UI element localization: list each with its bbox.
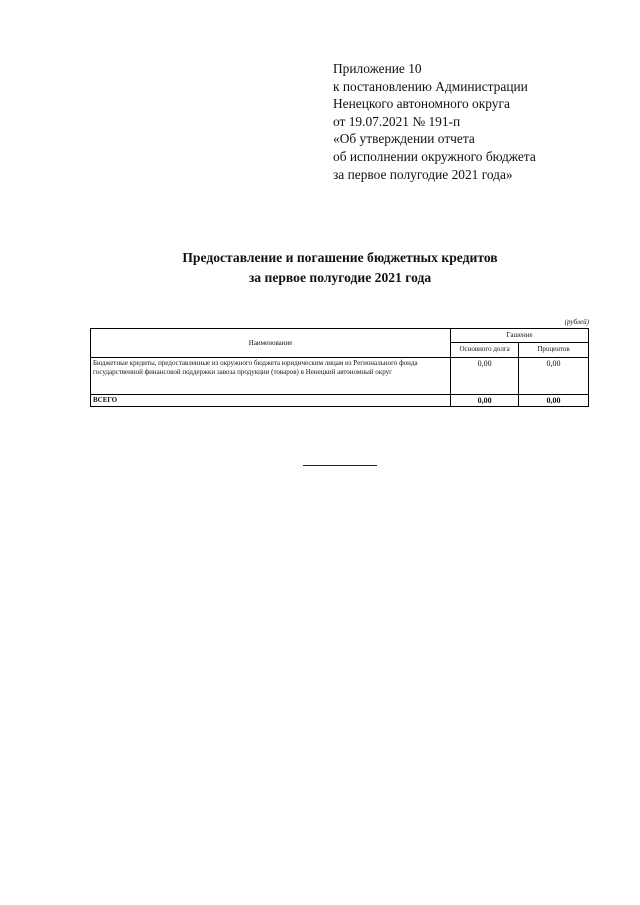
appendix-line: Приложение 10	[333, 61, 422, 76]
document-title	[80, 248, 600, 288]
total-principal: 0,00	[451, 395, 519, 407]
table-row	[91, 358, 589, 395]
title-line-1: Предоставление и погашение бюджетных кредитов	[182, 250, 498, 265]
appendix-line: от 19.07.2021 № 191-п	[333, 113, 461, 129]
separator-line	[303, 465, 377, 466]
appendix-block	[333, 60, 623, 183]
total-interest: 0,00	[519, 395, 589, 407]
appendix-line: к постановлению Администрации	[333, 78, 528, 94]
row-name: Бюджетные кредиты, предоставленные из окружного бюджета юридическим лицам из Регионального фонда государственной финансовой поддержки завоза продукции (товаров) в Ненецкий автономный округ	[91, 358, 451, 395]
title-line-2: за первое полугодие 2021 года	[248, 270, 432, 285]
units-label: (рублей)	[564, 318, 589, 326]
credits-table	[90, 328, 589, 407]
appendix-line: «Об утверждении отчета	[333, 131, 475, 147]
header-repayment: Гашение	[451, 329, 589, 343]
table-header-row	[91, 329, 589, 343]
total-label: ВСЕГО	[91, 395, 451, 407]
row-interest: 0,00	[519, 358, 589, 395]
appendix-line: об исполнении окружного бюджета	[333, 148, 536, 164]
header-interest: Процентов	[519, 342, 589, 357]
header-name: Наименование	[91, 329, 451, 358]
appendix-line: Ненецкого автономного округа	[333, 96, 510, 112]
total-row	[91, 395, 589, 407]
row-principal: 0,00	[451, 358, 519, 395]
appendix-line: за первое полугодие 2021 года»	[333, 166, 513, 182]
header-principal: Основного долга	[451, 342, 519, 357]
